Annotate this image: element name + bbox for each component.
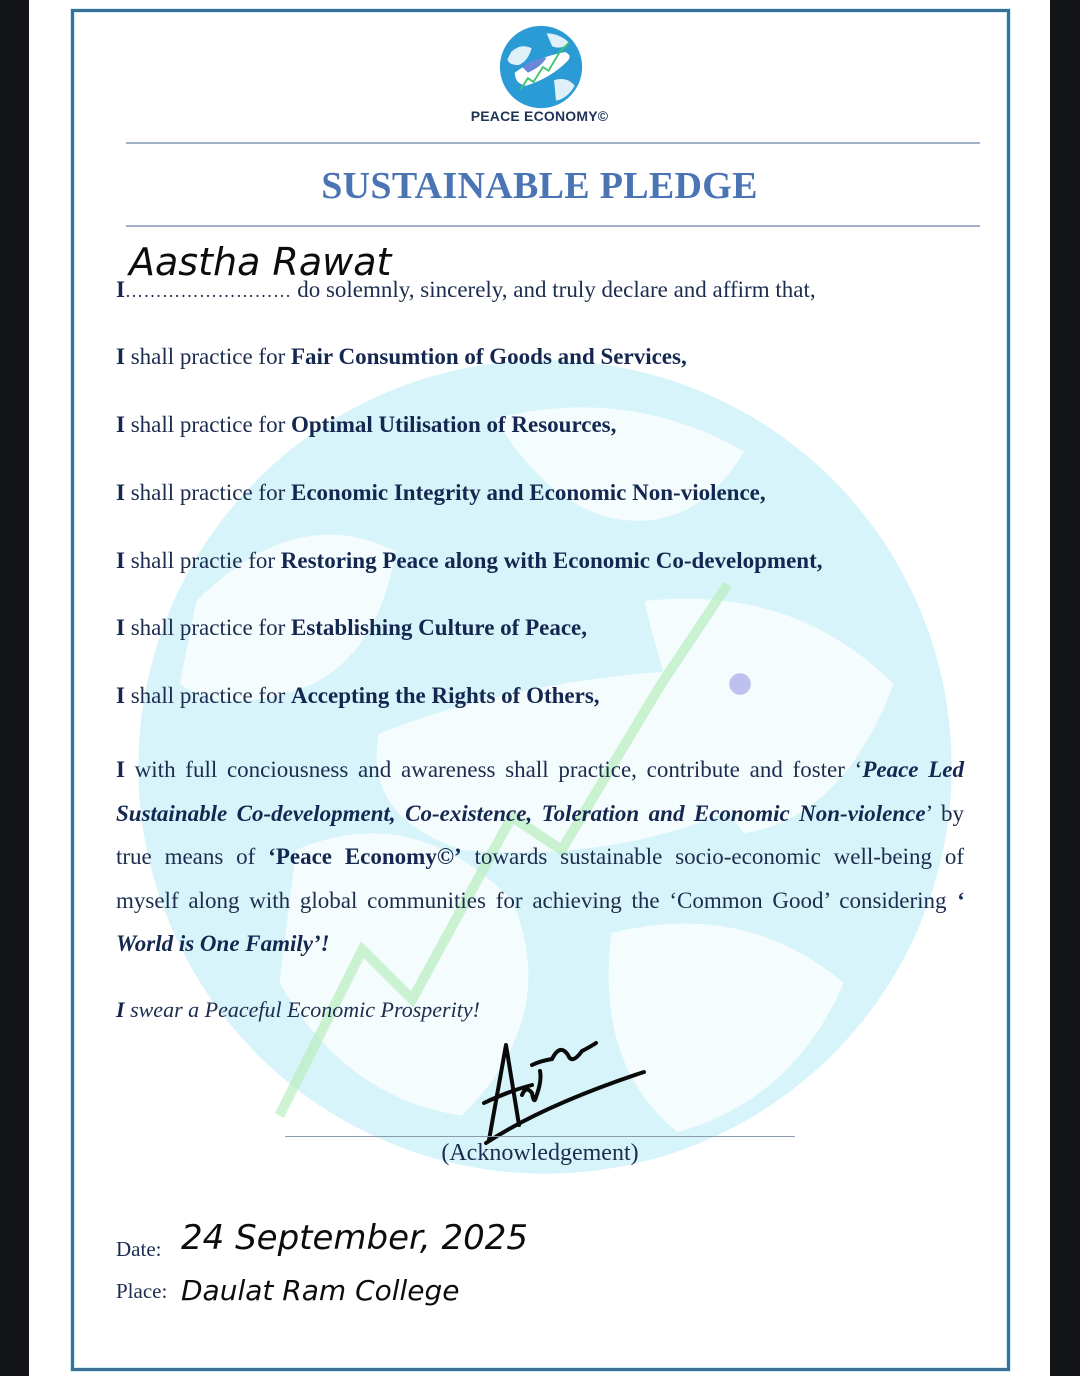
divider-top [126, 142, 980, 144]
pledge-item: I shall practice for Optimal Utilisation of Resources, [116, 412, 617, 437]
place-label: Place: [116, 1279, 168, 1303]
declaration-suffix: do solemnly, sincerely, and truly declare and affirm that, [297, 277, 816, 302]
pledge-item: I shall practice for Establishing Culture of Peace, [116, 615, 588, 640]
peace-economy-logo-icon [494, 24, 588, 110]
pledge-item: I shall practie for Restoring Peace along with Economic Co-development, [116, 548, 823, 573]
divider-bottom [126, 225, 980, 227]
place-value: Daulat Ram College [181, 1274, 460, 1307]
pledge-item: I shall practice for Fair Consumtion of Goods and Services, [116, 344, 687, 369]
declaration-prefix: I [116, 277, 125, 302]
date-value: 24 September, 2025 [181, 1218, 529, 1258]
date-label: Date: [116, 1237, 162, 1261]
brand-name: PEACE ECONOMY© [470, 108, 609, 124]
signature-icon [474, 1025, 654, 1150]
page-title: SUSTAINABLE PLEDGE [321, 165, 758, 207]
commitment-paragraph: I with full conciousness and awareness shall practice, contribute and foster ‘Peace Led Sustainable Co-development, Co-existence, Toleration and Economic Non-violence’ by true means of ‘Peace Economy©’ towards sustainable socio-economic well-being of myself along with global communities for achieving the ‘Common Good’ considering ‘ World is One Family’! [116, 757, 964, 957]
name-dotted-field: ……………………… [124, 281, 292, 301]
oath-line: I swear a Peaceful Economic Prosperity! [116, 997, 480, 1022]
document-page [29, 0, 1050, 1376]
pledge-item: I shall practice for Economic Integrity and Economic Non-violence, [116, 480, 766, 505]
pledge-item: I shall practice for Accepting the Rights of Others, [116, 683, 600, 708]
acknowledgement-caption: (Acknowledgement) [441, 1140, 639, 1166]
handwritten-name: Aastha Rawat [129, 240, 392, 284]
signature-line [285, 1136, 795, 1137]
